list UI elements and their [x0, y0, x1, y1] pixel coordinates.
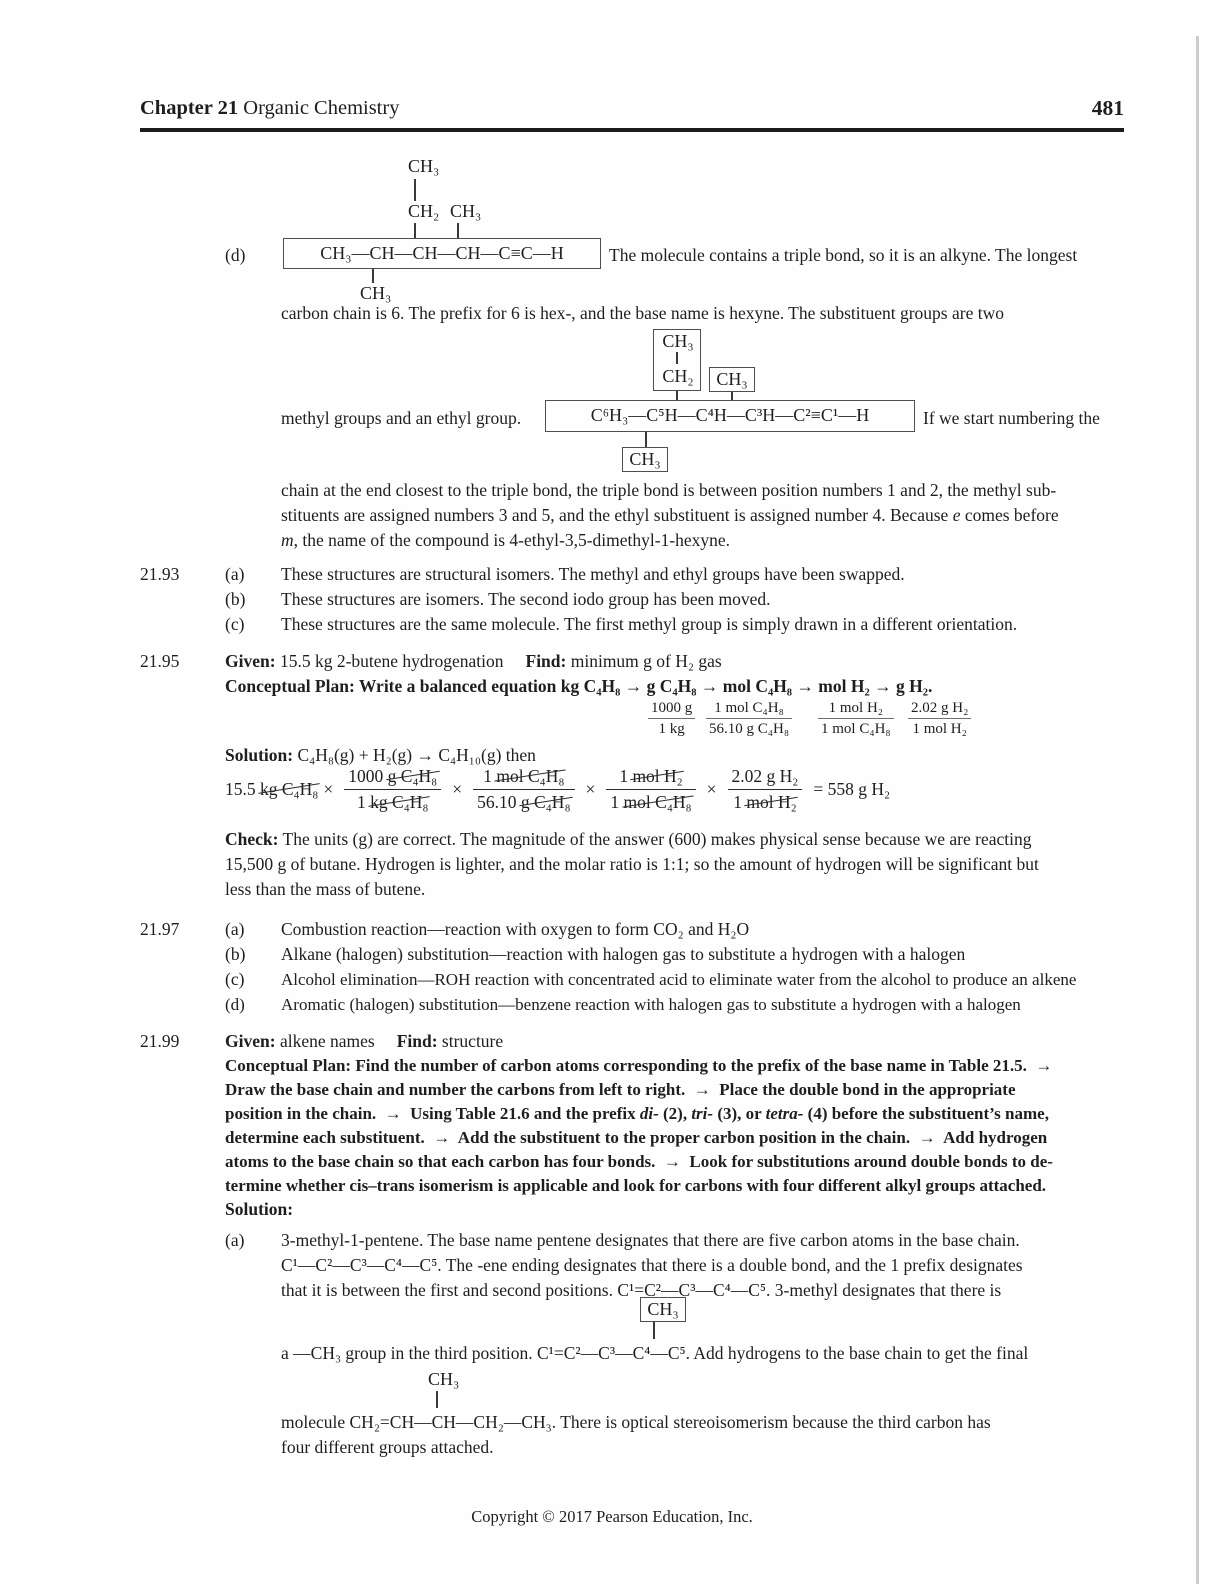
methyl-bottom: CH₃	[629, 449, 661, 469]
solution-label: Solution:	[225, 1199, 294, 1219]
eq-result: = 558 g H₂	[813, 778, 891, 799]
factor-denominator: 1 mol H₂	[908, 718, 971, 738]
item-text: Combustion reaction—reaction with oxygen to form CO₂ and H₂O	[281, 919, 750, 939]
eq-numerator	[344, 766, 441, 789]
d-text-line2: carbon chain is 6. The prefix for 6 is hex-, and the base name is hexyne. The substituent groups are two	[281, 303, 1004, 323]
item-text: Aromatic (halogen) substitution—benzene reaction with halogen gas to substitute a hydrogen with a halogen	[281, 995, 1021, 1014]
d-para-line3	[281, 528, 730, 553]
item-text: Alcohol elimination—ROH reaction with concentrated acid to eliminate water from the alcohol to produce an alkene	[281, 970, 1077, 989]
substituent-ch3-mid: CH₃	[450, 201, 482, 221]
num-value: 1	[619, 765, 633, 786]
bond-line	[436, 1391, 438, 1408]
multiply-sign: ×	[585, 778, 596, 799]
item-text: These structures are the same molecule. The first methyl group is simply drawn in a different orientation.	[281, 614, 1018, 634]
numbered-chain-box	[545, 400, 915, 432]
multiply-sign: ×	[452, 778, 463, 799]
item-label: (d)	[225, 995, 245, 1014]
boxed-methyl-label: CH₃	[647, 1299, 679, 1319]
eq-denominator	[473, 789, 574, 813]
cp-line3-d: (4) before the substituent’s name,	[803, 1104, 1049, 1123]
given-label: Given:	[225, 651, 276, 671]
find-label: Find:	[525, 651, 567, 671]
structure-hexyne	[283, 156, 613, 306]
a-line2: C¹—C²—C³—C⁴—C⁵. The -ene ending designates that there is a double bond, and the 1 prefix designates	[281, 1255, 1023, 1275]
d-para-line2-a: stituents are assigned numbers 3 and 5, and the ethyl substituent is assigned number 4. Because	[281, 505, 953, 525]
ethyl-group-box	[653, 329, 701, 391]
structure-numbered-hexyne	[545, 331, 915, 469]
given-text: alkene names	[275, 1031, 375, 1051]
bond-line	[676, 391, 678, 400]
substituent-ch2: CH₂	[408, 201, 440, 221]
cp-line6: termine whether cis–trans isomerism is applicable and look for carbons with four different alkyl groups attached.	[225, 1176, 1047, 1195]
a-line6: four different groups attached.	[281, 1437, 494, 1457]
header-rule	[140, 128, 1124, 132]
methyl-top: CH₃	[716, 369, 748, 389]
den-cancelled-unit: kg C₄H₈	[370, 791, 429, 812]
den-value: 56.10	[477, 791, 521, 812]
cp-line3-a: position in the chain. → Using Table 21.6 and the prefix	[225, 1104, 640, 1123]
find-text: minimum g of H₂ gas	[566, 651, 722, 671]
factor-denominator: 56.10 g C₄H₈	[706, 718, 792, 738]
bond-line	[731, 392, 733, 400]
substituent-ch3-top: CH₃	[408, 156, 440, 176]
cp-line1-text: Find the number of carbon atoms corresponding to the prefix of the base name in Table 21.5. →	[355, 1056, 1053, 1075]
given-find-line	[225, 1029, 503, 1054]
substituent-ch3-bottom: CH₃	[360, 283, 392, 303]
methyl-bottom-box	[622, 447, 668, 472]
d-para-line2-b: comes before	[960, 505, 1059, 525]
bond-line	[414, 223, 416, 238]
num-value: 1	[483, 765, 497, 786]
item-label: (b)	[225, 944, 246, 964]
d-para-line3-b: , the name of the compound is 4-ethyl-3,5-dimethyl-1-hexyne.	[293, 530, 731, 550]
num-cancelled-unit: mol H₂	[632, 765, 683, 786]
numbered-chain: C⁶H₃—C⁵H—C⁴H—C³H—C²≡C¹—H	[590, 405, 870, 425]
factor-numerator: 2.02 g H₂	[911, 700, 969, 716]
conversion-factor	[818, 699, 894, 738]
item-label-a: (a)	[225, 1230, 245, 1250]
num-value: 1000	[348, 765, 388, 786]
solution-text: C₄H₈(g) + H₂(g) → C₄H₁₀(g) then	[293, 745, 536, 765]
den-cancelled-unit: mol C₄H₈	[623, 791, 692, 812]
eq-lead-value: 15.5	[225, 778, 260, 799]
eq-fraction-4	[728, 766, 803, 813]
check-text1: The units (g) are correct. The magnitude of the answer (600) makes physical sense because we are reacting	[278, 829, 1032, 849]
den-value: 1	[357, 791, 371, 812]
problem-number-2193: 21.93	[140, 564, 180, 584]
item-text: These structures are structural isomers. The methyl and ethyl groups have been swapped.	[281, 564, 905, 584]
find-label: Find:	[396, 1031, 438, 1051]
num-cancelled-unit: mol C₄H₈	[496, 765, 565, 786]
den-value: 1	[610, 791, 624, 812]
eq-numerator	[473, 766, 574, 789]
a-line4: a —CH₃ group in the third position. C¹=C²—C³—C⁴—C⁵. Add hydrogens to the base chain to get the final	[281, 1343, 1029, 1363]
factor-numerator: 1 mol C₄H₈	[714, 700, 784, 716]
cp-line2: Draw the base chain and number the carbons from left to right. → Place the double bond in the appropriate	[225, 1080, 1016, 1099]
item-text: Alkane (halogen) substitution—reaction with halogen gas to substitute a hydrogen with a halogen	[281, 944, 966, 964]
find-text: structure	[437, 1031, 504, 1051]
multiply-sign: ×	[706, 778, 717, 799]
item-text: These structures are isomers. The second iodo group has been moved.	[281, 589, 771, 609]
problem-number-2199: 21.99	[140, 1031, 180, 1051]
cp-prefix-di: di-	[639, 1104, 659, 1123]
problem-number-2195: 21.95	[140, 651, 180, 671]
factor-denominator: 1 kg	[648, 718, 695, 738]
page-scan-edge	[1196, 36, 1199, 1584]
eq-fraction-3	[606, 766, 695, 813]
given-label: Given:	[225, 1031, 276, 1051]
page-number: 481	[1091, 96, 1124, 120]
a-line1: 3-methyl-1-pentene. The base name pentene designates that there are five carbon atoms in the base chain.	[281, 1230, 1020, 1250]
bond-line	[645, 432, 647, 447]
d-para-line1: chain at the end closest to the triple bond, the triple bond is between position numbers 1 and 2, the methyl sub-	[281, 480, 1057, 500]
check-line3: less than the mass of butene.	[225, 879, 426, 899]
cp-line3	[225, 1101, 1049, 1126]
num-value: 2.02 g H₂	[731, 765, 799, 786]
plan-label: Conceptual Plan:	[225, 676, 355, 696]
item-label: (c)	[225, 969, 245, 989]
cp-prefix-tetra: tetra-	[765, 1104, 804, 1123]
multiply-sign: ×	[323, 778, 334, 799]
cp-line4: determine each substituent. → Add the substituent to the proper carbon position in the chain. → Add hydrogen	[225, 1128, 1048, 1147]
check-line1	[225, 827, 1031, 852]
eq-numerator	[728, 766, 803, 789]
eq-denominator	[606, 789, 695, 813]
factor-numerator: 1 mol H₂	[828, 700, 884, 716]
plan-label: Conceptual Plan:	[225, 1056, 356, 1075]
cp-line5: atoms to the base chain so that each carbon has four bonds. → Look for substitutions around double bonds to de-	[225, 1152, 1053, 1171]
d-text-line3-right: If we start numbering the	[923, 408, 1100, 428]
methyl-above-final: CH₃	[428, 1369, 460, 1389]
cp-line3-c: (3), or	[713, 1104, 766, 1123]
given-find-line	[225, 649, 722, 674]
eq-lead	[225, 779, 318, 800]
chapter-title: Organic Chemistry	[238, 97, 400, 119]
factor-numerator: 1000 g	[651, 700, 693, 716]
d-para-line3-italic: m	[281, 530, 294, 550]
ethyl-ch3: CH₃	[662, 331, 694, 351]
copyright-footer: Copyright © 2017 Pearson Education, Inc.	[471, 1507, 753, 1526]
d-para-line2	[281, 503, 1059, 528]
conversion-factor	[648, 699, 695, 738]
conceptual-plan-line	[225, 674, 932, 699]
eq-fraction-2	[473, 766, 574, 813]
bond-line	[676, 352, 678, 364]
den-value: 1	[733, 791, 747, 812]
bond-line	[414, 179, 416, 201]
problem-number-2197: 21.97	[140, 919, 180, 939]
bond-line	[372, 269, 374, 283]
check-line2: 15,500 g of butane. Hydrogen is lighter, and the molar ratio is 1:1; so the amount of hydrogen will be significant but	[225, 854, 1039, 874]
given-text: 15.5 kg 2-butene hydrogenation	[275, 651, 504, 671]
ethyl-ch2: CH₂	[662, 366, 694, 386]
conversion-factor	[908, 699, 971, 738]
main-chain: CH₃—CH—CH—CH—C≡C—H	[320, 243, 564, 263]
main-chain-box	[283, 238, 601, 269]
cp-line3-b: (2),	[658, 1104, 692, 1123]
bond-line	[457, 223, 459, 238]
a-line3: that it is between the first and second positions. C¹=C²—C³—C⁴—C⁵. 3-methyl designates that there is	[281, 1280, 1002, 1300]
d-text-line3-left: methyl groups and an ethyl group.	[281, 408, 522, 428]
item-label: (a)	[225, 919, 245, 939]
num-cancelled-unit: g C₄H₈	[387, 765, 438, 786]
plan-text: Write a balanced equation kg C₄H₈ → g C₄H₈ → mol C₄H₈ → mol H₂ → g H₂.	[354, 676, 933, 696]
eq-fraction-1	[344, 766, 441, 813]
eq-denominator	[344, 789, 441, 813]
dimensional-analysis-equation	[225, 760, 895, 818]
solution-label: Solution:	[225, 745, 294, 765]
eq-numerator	[606, 766, 695, 789]
conversion-factor	[706, 699, 792, 738]
factor-denominator: 1 mol C₄H₈	[818, 718, 894, 738]
item-label: (a)	[225, 564, 245, 584]
den-cancelled-unit: g C₄H₈	[520, 791, 571, 812]
check-label: Check:	[225, 829, 279, 849]
cp-prefix-tri: tri-	[691, 1104, 714, 1123]
den-cancelled-unit: mol H₂	[746, 791, 797, 812]
eq-denominator	[728, 789, 803, 813]
item-label: (b)	[225, 589, 246, 609]
page-header	[140, 97, 399, 120]
a-line5: molecule CH₂=CH—CH—CH₂—CH₃. There is optical stereoisomerism because the third carbon has	[281, 1412, 991, 1432]
item-label: (c)	[225, 614, 245, 634]
cp-line1	[225, 1053, 1052, 1078]
methyl-top-box	[709, 367, 755, 392]
boxed-methyl-ch3	[640, 1297, 686, 1322]
eq-lead-cancelled-unit: kg C₄H₈	[260, 778, 319, 799]
d-text-line1: The molecule contains a triple bond, so it is an alkyne. The longest	[609, 245, 1078, 265]
bond-line	[653, 1322, 655, 1339]
chapter-number: Chapter 21	[140, 97, 239, 119]
d-para-line2-italic: e	[952, 505, 961, 525]
item-label-d: (d)	[225, 245, 246, 265]
